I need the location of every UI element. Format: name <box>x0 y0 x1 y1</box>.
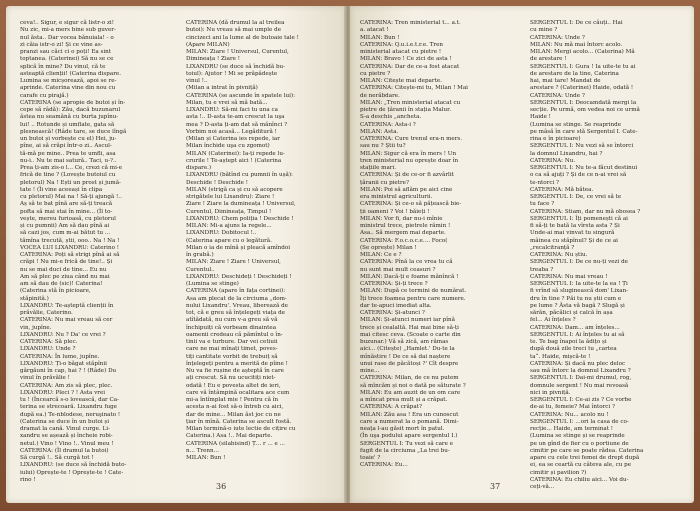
text-line: Nu zic, mi-a mers bine sub guver- <box>20 27 116 34</box>
text-line: tă-mă pe mine.. Prea te umfli, asa <box>20 150 116 157</box>
text-line: CATERINA: Și-atunci ? <box>360 310 425 316</box>
text-line: buzunar.) Vă să zică, am rămas <box>360 339 449 345</box>
text-line: MILAN: Ce e ? <box>360 252 402 258</box>
text-line: cimitir pe care se poate rădea. Caterina <box>530 447 644 454</box>
text-line: ei, ea se ceartă cu câteva ale, cu pe <box>530 462 632 469</box>
text-line: ministrul trece, pietrele rămin ! <box>360 223 451 229</box>
text-line: Lumina se micșorează, apoi se re- <box>20 78 117 84</box>
text-line: Dimineața ! Ziare ! <box>186 56 241 63</box>
text-line: să mîncăm și noi o dată pe săturate ? <box>360 382 466 389</box>
text-line: CATERINA: Asta-i ? <box>360 121 416 128</box>
text-line: te. Te bag înapoi la ădițo și <box>530 339 607 345</box>
right-page-column-1 <box>360 20 508 470</box>
text-line: de arestare ! <box>530 56 567 63</box>
text-line: vinul în prăvălie ! <box>20 375 70 382</box>
text-line: MILAN: Bun ! <box>360 34 400 41</box>
text-line: gărgăuni în cap, hai ? ! (Râde) Du <box>20 368 117 374</box>
text-line: LIXANDRU: Te-așteptă clienții în <box>20 302 114 309</box>
text-line: atîtădată, nu cum v-a greu să vă <box>186 317 278 324</box>
text-line: CATERINA: Mă bătea. <box>530 186 594 193</box>
text-line: carafe cu pirajă.) <box>20 92 69 99</box>
text-line: pîne, ai să crăpi într-o zi.. Ascul- <box>20 143 112 150</box>
text-line: nu sunt mai mult ceasuri ? <box>360 266 436 273</box>
text-line: cu pietre ? <box>360 70 391 77</box>
text-line: neața l-au găsit mort în patul. <box>360 426 445 432</box>
text-line: MILAN: Mi-a ajuns la regele... <box>186 223 272 229</box>
text-line: cu pletorul) Mai na ! Să-ți ajungă !.. <box>20 194 122 200</box>
text-line: nici in pivniță. <box>530 389 571 396</box>
text-line: ții oameni ? Voi ! băieți ! <box>360 208 430 215</box>
text-line: CATERINA: Citește-mi tu, Milan ! Mai <box>360 85 468 92</box>
text-line: prăvălie, Caterino. <box>20 310 73 316</box>
text-line: Aș să te bat pînă are să-ți treacă <box>20 201 113 208</box>
text-line: SERGENTUL I: Îți pomenești că ai <box>530 215 628 222</box>
text-line: CATERINA: Milan, de ce nu putem <box>360 375 459 382</box>
text-line: ceți-vă... <box>530 484 555 490</box>
text-line: CATERINA: Cure trenul era-n mers. <box>360 136 463 142</box>
text-line: MILAN: Nu mă mai întorc acolo. <box>530 41 623 48</box>
text-line: Milan închide uşa cu zgomot) <box>186 143 270 150</box>
text-line: țăranii cu pietre? <box>360 179 409 186</box>
text-line: LIXANDRU: Unde ? <box>20 346 76 353</box>
text-line: după ea.) Te-nblodese, neruşinato ! <box>20 411 121 418</box>
right-page-column-2 <box>530 20 678 490</box>
text-line: Îți trece foamea pentru care numere. <box>360 295 466 302</box>
text-line: strigătele lui Lixandru): Ziare ! <box>186 194 275 200</box>
text-line: unui rase de păcătoși ?' Cît despre <box>360 360 459 367</box>
text-line: LIXANDRU: Dobitocul !.. <box>186 230 257 237</box>
text-line: (În uşa podului apare sergentul I.) <box>360 433 458 440</box>
text-line: CATERINA: F.o.c.o.c.e.... Foco( <box>360 237 448 244</box>
text-line: pietre de țăranii în stația Malur. <box>360 107 451 113</box>
text-line: Milan, tu e vrei să mă bată... <box>186 99 268 106</box>
text-line: LIXANDRU (se duce să închidă bu- <box>186 63 286 70</box>
text-line: „recalcitranță ? <box>530 244 575 251</box>
text-line: SERGENTUL I: Tu vezi să care e <box>360 440 454 447</box>
text-line: CATERINA: Nu... acolo nu ! <box>530 411 609 418</box>
text-line: și cu pumnii) Am să dau pînă ai <box>20 223 110 229</box>
text-line: netul.) Vino ! Vino !.. Vinul meu ! <box>20 440 114 447</box>
text-line: (Apare MILAN) <box>186 41 230 48</box>
text-line: cimitir și pavilion ?) <box>530 469 587 476</box>
text-line: arestare ? (Caterinei) Haide, odată ! <box>530 85 634 92</box>
text-line: ăstea nu seamănă cu burta jupînu- <box>20 114 119 121</box>
text-line: Să curgă !.. Să curgă tot ! <box>20 455 94 461</box>
left-page <box>6 6 346 503</box>
text-line: Unde-ai mai vinvat tu singură <box>530 230 615 237</box>
text-line: CATERINA: (Îl dramul la butoi) <box>20 447 109 454</box>
text-line: sărăn, păcălici și calcă în așa <box>530 310 613 316</box>
text-line: plesnească! (Râde tare, se duce lîngă <box>20 128 127 135</box>
text-line: dar te-apuci imediat alta. <box>360 302 432 309</box>
text-line: MILAN: „Tren ministerial atacat cu <box>360 99 461 106</box>
text-line: secție. Pe urmă, om vedea noi ce urmă <box>530 107 640 113</box>
text-line: recție... Haide, am terminat ! <box>530 426 613 432</box>
text-line: fi vrînd să sluginească dom' Lixan- <box>530 288 629 295</box>
text-line: Prea ți-am zis-o l... Ce, crezi că mi-e <box>20 165 123 171</box>
text-line: CATERINA: Dar de ce-a fost atacat <box>360 63 460 70</box>
text-line: MILAN: Zău asa ! Era un cunoscut <box>360 411 459 418</box>
text-line: LIXANDRU: Nu ? Da' ce vrei ? <box>20 331 106 338</box>
text-line: MILAN: După ce termini de numărat. <box>360 288 467 295</box>
text-line: LIXANDRU: (se duce să închidă buto- <box>20 462 127 469</box>
text-line: SERGENTUL I: ...ori la casa de co- <box>530 418 629 425</box>
text-line: VOCEA LUI LIXANDRU: Caterino ! <box>20 244 119 251</box>
text-line: aprinde. Caterina vine din nou cu <box>20 85 116 92</box>
text-line: dispare.) <box>186 165 212 171</box>
text-line: toiul): Ajutor ! Mi se prăpădește <box>186 70 278 77</box>
text-line: era ministrul agriculturii. <box>360 194 433 200</box>
text-line: Milan o ia de mînă și pleacă amîndoi <box>186 244 291 251</box>
text-line: nu se mai duci de tine... Eu nu <box>20 266 107 273</box>
text-line: ta“. Haide, mișcă-te ! <box>530 353 591 360</box>
text-line: (Lumina se stinge și se reaprinde <box>530 433 625 440</box>
text-line: Caterina.) Asa !.. Mai departe. <box>186 433 273 440</box>
text-line: la domnul Lixandru, hai ? <box>530 150 603 157</box>
text-line: MILAN: Și-atunci numeri iar pînă <box>360 317 455 324</box>
text-line: Nu va fie rușine de așteptă în care <box>186 368 284 374</box>
text-line: CATERINA (apare în fața cortinei): <box>186 288 286 295</box>
text-line: nu-i.. Nu te mai satură.. Taci, u-?.. <box>20 157 117 164</box>
text-line: pofta să mai stai în mine... (Îl to- <box>20 208 113 215</box>
text-line: CATERINA (silabisind) Ț... r ... e ... <box>186 440 285 447</box>
text-line: să cazi jos, cum m-ai bătut tu ... <box>20 230 111 237</box>
text-line: te-ntorci ? <box>530 179 560 186</box>
text-line: ministerial atacat cu pietre ! <box>360 49 442 55</box>
text-line: de nerăbdare. <box>360 92 400 99</box>
text-line: Asa am plecat de la circiuma „dom- <box>186 295 287 302</box>
text-line: fugit de la circiuma „La trei bu- <box>360 447 450 454</box>
text-line: cepe să râdă): Zău, dacă buzunarul <box>20 107 121 113</box>
left-page-number: 36 <box>216 482 227 491</box>
text-line: MILAN: Sigur că era în mers ! Un <box>360 150 457 157</box>
text-line: care ne mai mînați timet, poves- <box>186 346 278 353</box>
right-page <box>350 6 694 503</box>
text-line: țiar în mînă. Caterina se ascult fostă. <box>186 418 292 425</box>
text-line: Curentul, Dimineața, Timpul ! <box>186 208 272 215</box>
text-line: domnule sergent ! Nu mai revoasă <box>530 382 629 389</box>
text-line: fel... Ai înțeles ? <box>530 317 576 324</box>
text-line: SERGENTUL I: De ce nu-ți vezi de <box>530 259 628 266</box>
text-line: (Caterina se duce în un butoi și <box>20 418 110 425</box>
text-line: un butoi și vorbește cu el) Hei, ju- <box>20 136 117 142</box>
text-line: CATERINA: Am zis să plec, plec. <box>20 382 113 389</box>
text-line: (Milan și Caterina ies repede, iar <box>186 136 280 142</box>
text-line: tiți cantitate vorbit de trebuiț să <box>186 353 278 360</box>
text-line: butoi): Nu vreau să mai umple de <box>186 27 282 34</box>
text-line: cu mine ? <box>530 27 558 34</box>
text-line: CATERINA: Unde ? <box>530 92 585 99</box>
text-line: SERGENTUL I: De ce căuți.. Hai <box>530 20 623 26</box>
text-line: închipuiți că vorbeam dinaintea <box>186 324 277 331</box>
text-line: mea ? D-asta ți-am dat să mănînci ? <box>186 121 288 128</box>
text-line: vește, mereu furioasă, cu pletorul <box>20 215 116 222</box>
text-line: mînăstire ! De ce să dai naștere <box>360 353 451 360</box>
text-line: Deschide ! Deschide ! <box>186 179 248 186</box>
text-line: a mîncat prea mult și a crăpat. <box>360 397 448 403</box>
text-line: hai, mai tare! Mandat de <box>530 78 601 84</box>
text-line: tate ! (Îi vine aceeași în clipa <box>20 186 103 193</box>
text-line: toaie' ? <box>360 455 381 461</box>
text-line: LIXANDRU: Ți-o băgat stăpînii <box>20 360 107 367</box>
text-line: n... Trenn... <box>186 447 219 454</box>
text-line: trece și cealaltă. Hai mai bine să-ți <box>360 324 459 331</box>
text-line: (Lumina se stinge) <box>186 281 239 287</box>
text-line: (Caterina apare cu o legătură. <box>186 237 272 244</box>
text-line: MILAN: Dacă-ți e foame mănîncă ! <box>360 273 459 280</box>
text-line: CATERINA: Nu mai vreau ! <box>530 273 608 280</box>
text-line: LIXANDRU: Pleci ? ! Asta vrei <box>20 389 106 396</box>
text-line: Vorbim noi acasă... Legăditură ! <box>186 128 277 135</box>
text-line: Am să plec pe ziua când nu mai <box>20 273 110 280</box>
text-line: (Lumina se stinge. Se reaprinde <box>530 121 622 128</box>
text-line: CATERINA: Poți să strigi pînă ai să <box>20 252 120 258</box>
text-line: CATERINA: Unde ? <box>530 34 585 41</box>
text-line: CATERINA: Eu chiliu aici... Voi du- <box>530 476 629 483</box>
text-line: tinii va e turbure. Dar vei cetiuii <box>186 339 278 345</box>
text-line: SERGENTUL I: Ai înțeles tu ai să <box>530 331 625 338</box>
text-line: MILAN: Bun ! <box>186 455 226 461</box>
text-line: MILAN: Ziare ! Universul, Curentul, <box>186 49 289 55</box>
text-line: tu face ? <box>530 201 555 208</box>
text-line: zi căia istr-o zi! Și ce vine as- <box>20 41 103 48</box>
text-line: dramat la cană. Vinul curge. Li- <box>20 426 110 432</box>
text-line: tu ! (Încearcă s-o lovească, dar Ca- <box>20 397 119 403</box>
text-line: rino ! <box>20 476 36 483</box>
text-line: CATERINA (se apropie de butoi și în- <box>20 99 126 106</box>
text-line: acesta n-ai fost să-o întreb cu aici, <box>186 404 284 411</box>
text-line: SERGENTUL I: Deocamdată mergi la <box>530 99 637 106</box>
text-line: mâinea cu stăpînul? Și de ce ai <box>530 237 618 244</box>
text-line: MILAN: Eu am auzit de un om care <box>360 389 461 396</box>
text-line: MILAN: Poi să aflăm pe aici cine <box>360 186 453 193</box>
text-line: sau nu ? Știi tu? <box>360 143 406 150</box>
text-line: înțelegeți pentru a merită de pîine ! <box>186 360 288 367</box>
text-line: dar de mine... Milan ăst joc cu ne <box>186 411 281 418</box>
text-line: dru în tine ? Păi tu nu știi cum e <box>530 295 622 302</box>
text-line: fi să-ți te bată la vîrsta asta ? Și <box>530 223 620 229</box>
text-line: pranzi sau căci ci o poți! Ea sint <box>20 49 112 55</box>
text-line: CATERINA: Nu mai vreau să cer <box>20 317 113 324</box>
text-line: iului) Oprește-te ! Oprește-te ! Cate- <box>20 469 124 476</box>
text-line: LIXANDRU (bătînd cu pumnii în ușă): <box>186 172 293 179</box>
text-line: nului Lixandru'. Vreau, liberează de <box>186 302 288 309</box>
text-line: MILAN: Ziare ! Ziare ! Universul, <box>186 259 281 266</box>
text-line: pe un gînd de fier cu o portiune de <box>530 440 629 447</box>
text-line: frică de tine ? (Lovește butoiul cu <box>20 172 116 179</box>
text-line: CATERINA: Pînă la ce vrea tu că <box>360 259 453 266</box>
text-line: treaba ? <box>530 266 554 273</box>
text-line: toptanea. (Caterinei) Să nu se ce <box>20 56 114 63</box>
text-line: CATERINA: În lume, jupîne. <box>20 353 100 360</box>
text-line: Milan termină-o iute lectie de cițire cu <box>186 426 296 432</box>
text-line: vinul !.. <box>186 78 208 84</box>
text-line: LIXANDRU: Chem poliția ! Deschide ! <box>186 215 294 222</box>
text-line: crurile ! Te-aștept aici ! (Caterina <box>186 157 282 164</box>
text-line: asta !.. D-asta te-am crescut la uşa <box>186 114 285 121</box>
text-line: CATERINA: A crăpat? <box>360 404 422 411</box>
text-line: pe lume ? Ăsta vă bagă ? Slugă și <box>530 302 625 309</box>
left-page-column-2 <box>186 20 334 470</box>
text-line: SERGENTUL I: Ia uite-te la ea ! Ți <box>530 281 628 287</box>
text-line: rina e în picioare) <box>530 136 581 142</box>
text-line: splică în mine? Du vinul, că te <box>20 63 106 70</box>
text-line: MILAN: Mergi acolo... (Caterina) Mă <box>530 49 635 55</box>
text-line: terina se strecoară. Lixandru fuge <box>20 404 117 411</box>
text-line: SERGENTUL I: Dai-mi drumul, rog, <box>530 375 632 382</box>
text-line: a. atacat ! <box>360 27 389 34</box>
text-line: care vă întâmpină ocalitara ace cum <box>186 389 290 396</box>
text-line: (Se oprește) Milan ! <box>360 244 417 251</box>
right-page-number: 37 <box>490 482 501 491</box>
text-line: CATERINA: Nu știu. <box>530 252 588 258</box>
text-line: MILAN: Asta. <box>360 128 399 135</box>
text-line: cincizeci ani la lume al de butoaie tale ! <box>186 34 299 41</box>
text-line: SERGENTUL I: Gura ! Ia uite-te tu ai <box>530 63 636 70</box>
text-line: CATERINA: Și de ce-or fi azvârlit <box>360 172 454 179</box>
text-line: tămîna trecută, știi, ooo.. Na ! Na ! <box>20 237 120 244</box>
text-line: CATERINA: Și-ți trece ? <box>360 281 428 287</box>
text-line: ați crescut. Să nu ucucitiți niet- <box>186 375 276 382</box>
text-line: (Caterina stă în picioare, <box>20 288 91 295</box>
text-line: CATERINA: Să plec. <box>20 339 78 345</box>
text-line: CATERINA: Și ce-o să pățească bie- <box>360 201 462 208</box>
text-line: mi-a întîmplat mie ! Pentru că în <box>186 397 279 403</box>
text-line: Haide ! <box>530 114 551 121</box>
text-line: în grabă.) <box>186 252 214 258</box>
text-line: care a numerat la o pomană. Dimi- <box>360 418 459 425</box>
text-line: MILAN: Bravo ! Ce zici de asta ! <box>360 56 452 63</box>
text-line: LIXANDRU: Deschideți ! Deschideți ! <box>186 273 292 280</box>
text-line: asteaptă clienții! (Caterina dispare. <box>20 70 121 77</box>
text-line: CATERINA: Dam... am înțeles... <box>530 324 620 331</box>
text-line: CATERINA: Și dacă nu plec deloc <box>530 360 626 367</box>
text-line: CATERINA: Nu. <box>530 157 576 164</box>
text-line: mai citesc ceva. (Scoate o carte din <box>360 331 461 338</box>
text-line: CATERINA: Stiam, dar nu mă obosea ? <box>530 208 641 215</box>
text-line: sau mă întorc la domnul Lixandru ? <box>530 368 631 374</box>
text-line: pletorul) Na ! Ești un prost și jumă- <box>20 179 121 186</box>
text-line: lui! .. Rotunde și umflate, gata să <box>20 121 115 128</box>
text-line: apare cu cele trei femei de drept după <box>530 455 640 461</box>
text-line: CATERINA (dă drumul la al treilea <box>186 20 285 26</box>
text-line: Curentul.. <box>186 266 215 273</box>
text-line: CATERINA (se ascunde în spatele lui): <box>186 92 295 99</box>
text-line: ceva!.. Sigur, e sigur că listr-o zi! <box>20 20 114 26</box>
text-line: de-ai tu, femeie? Mai întorci ? <box>530 404 615 411</box>
text-line: SERGENTUL I: Nu vezi să se întorci <box>530 143 634 150</box>
text-line: stațiile mari. <box>360 165 397 171</box>
text-line: CATERINA: Tren ministerial t... a.t. <box>360 20 461 26</box>
text-line: CATERINA: Q.u.i.e.t.r.e. Tren <box>360 41 444 48</box>
text-line: aici... (Citește) „Hamlet.' Du-te la <box>360 346 455 353</box>
text-line: de arestare de la tine, Caterina <box>530 70 619 77</box>
text-line: S-a deschis „ancheta. <box>360 114 422 121</box>
text-line: am să dau de (sic)! Caterina! <box>20 281 103 287</box>
text-line: tren ministerial nu oprește doar în <box>360 157 459 164</box>
text-line: pe mâsă în care stă Sergentul I. Cate- <box>530 128 638 135</box>
text-line: nul ăsta.. Dar vocea bănuiala! - o <box>20 34 114 41</box>
text-line: stăpinită.) <box>20 295 49 302</box>
text-line: LIXANDRU: Să-mi faci tu una ca <box>186 107 278 113</box>
text-line: după două zile treci tu „cartea <box>530 346 617 353</box>
text-line: SERGENTUL I: Nu te-a făcut destinui <box>530 165 638 171</box>
text-line: crăpi ! Nu mi-e frică de tine!.. Și <box>20 259 113 266</box>
text-line: mine... <box>360 368 380 374</box>
text-line: (Milan a intrat în pivniță) <box>186 85 258 92</box>
text-line: SERGENTUL I: Ce-ai zis ? Ce vorbe <box>530 397 632 403</box>
text-line: vin, jupîne. <box>20 324 52 331</box>
text-line: CATERINA: Eu... <box>360 462 408 469</box>
text-line: MILAN: Citește mai departe. <box>360 78 442 84</box>
text-line: Asa.. Să mergem mai departe. <box>360 230 446 237</box>
text-line: SERGENTUL I: De, ce vrei să te <box>530 194 622 200</box>
text-line: xandru se așează și încheie robi- <box>20 433 113 440</box>
text-line: odată ! Eu e povesta altet de ieri, <box>186 382 281 389</box>
text-line: oamenii credeau că pămîntul o în- <box>186 331 283 338</box>
text-line: o ca să ajuți ? Și de ce n-ai vrei să <box>530 172 627 179</box>
text-line: tot, că e greu să înțelegeți viața de <box>186 310 285 316</box>
text-line: MILAN (strigă ca și cu să acopere <box>186 186 283 193</box>
text-line: MILAN: Vor fi, dar nu-i mînie <box>360 215 443 222</box>
left-page-column-1 <box>20 20 168 483</box>
text-line: Ziare ! Ziare la dumineața ! Universul, <box>186 201 296 208</box>
text-line: MILAN (Caterinei): Ia-ți repede lu- <box>186 150 285 157</box>
